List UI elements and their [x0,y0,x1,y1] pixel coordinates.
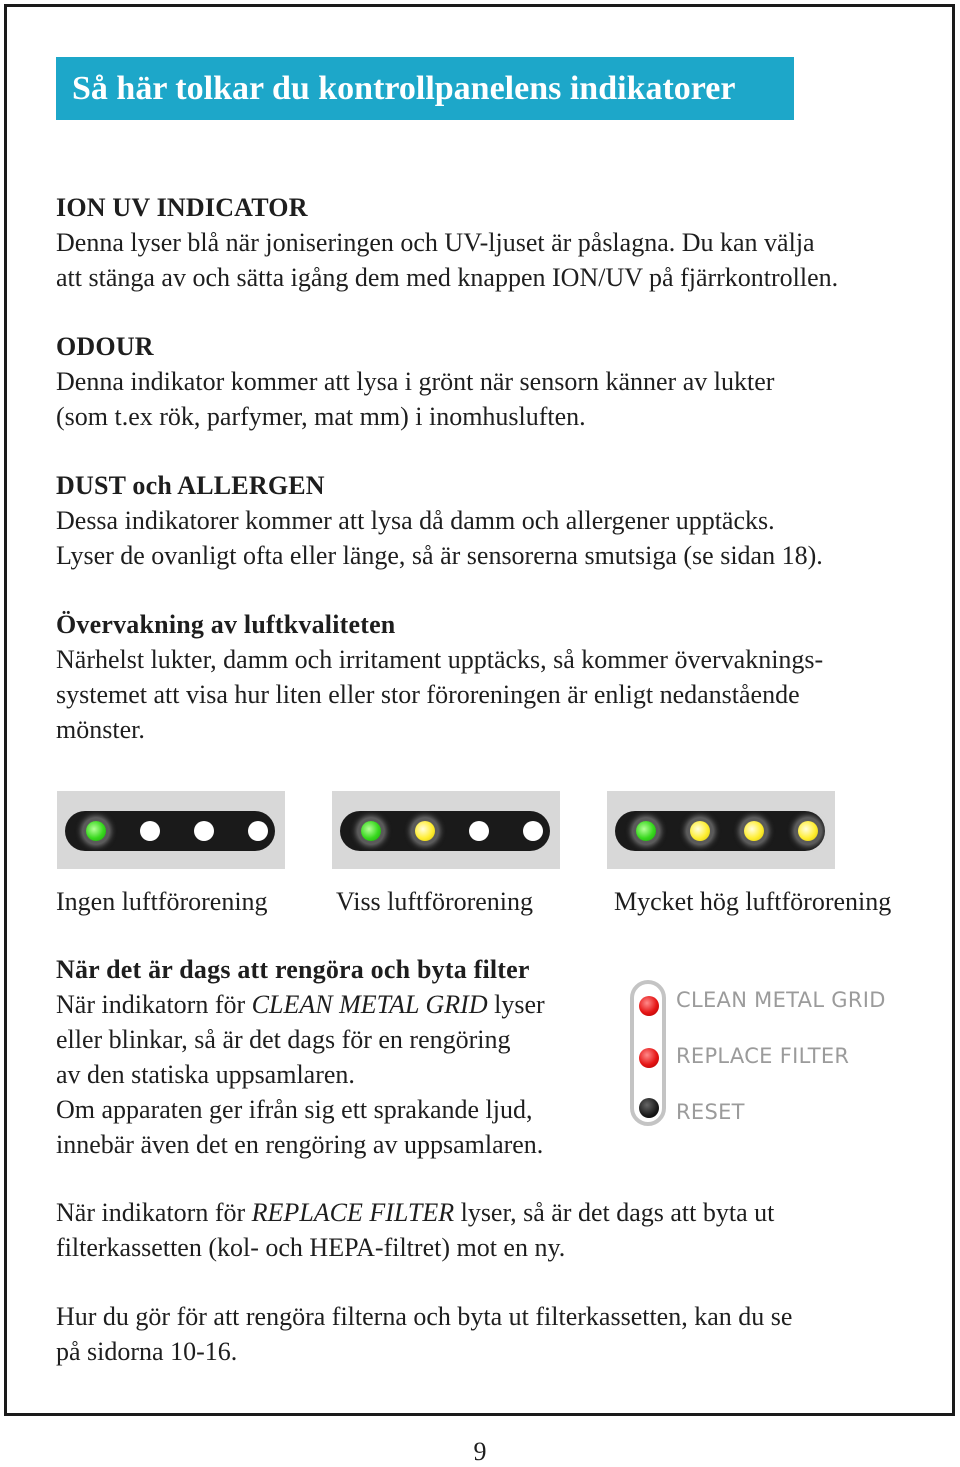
text-segment: lyser [487,990,545,1019]
pollution-led [194,821,214,841]
body-line: Dessa indikatorer kommer att lysa då damm och allergener upptäcks. [56,506,775,535]
emphasis-clean-metal-grid: CLEAN METAL GRID [251,990,488,1019]
panel-label-reset: RESET [676,1100,745,1124]
body-line: Denna indikator kommer att lysa i grönt när sensorn känner av lukter [56,367,775,396]
section-monitoring [56,607,916,747]
section-heading: Övervakning av luftkvaliteten [56,610,396,639]
filter-indicator-panel [630,980,666,1126]
indicator-bar [340,811,550,851]
pollution-led [248,821,268,841]
emphasis-replace-filter: REPLACE FILTER [251,1198,455,1227]
body-line: Hur du gör för att rengöra filterna och byta ut filterkassetten, kan du se [56,1302,793,1331]
section-heading: ION UV INDICATOR [56,193,308,222]
text-segment: När indikatorn för [56,1198,252,1227]
body-line: filterkassetten (kol- och HEPA-filtret) mot en ny. [56,1233,566,1262]
indicator-strip-none [57,791,285,869]
section-cleaning [56,952,616,1162]
caption-some: Viss luftförorening [336,887,534,916]
section-odour [56,329,916,434]
pollution-led [798,821,818,841]
body-line: mönster. [56,715,145,744]
section-heading: ODOUR [56,332,154,361]
section-dust [56,468,916,573]
body-line: Denna lyser blå när joniseringen och UV-ljuset är påslagna. Du kan välja [56,228,815,257]
odour-led [86,821,106,841]
section-replace [56,1195,916,1265]
text-segment: lyser, så är det dags att byta ut [454,1198,775,1227]
body-line: Närhelst lukter, damm och irritament upptäcks, så kommer övervaknings- [56,645,824,674]
reset-button-led [639,1098,659,1118]
pollution-led [469,821,489,841]
text-segment: När indikatorn för [56,990,252,1019]
body-line: av den statiska uppsamlaren. [56,1060,355,1089]
panel-label-replace-filter: REPLACE FILTER [676,1044,850,1068]
body-line: eller blinkar, så är det dags för en rengöring [56,1025,511,1054]
section-heading: När det är dags att rengöra och byta filter [56,955,530,984]
page-number: 9 [473,1437,487,1466]
body-line: innebär även det en rengöring av uppsamlaren. [56,1130,544,1159]
odour-led [361,821,381,841]
pollution-led [744,821,764,841]
body-line [56,1195,916,1230]
pollution-led [140,821,160,841]
body-line: (som t.ex rök, parfymer, mat mm) i inomhusluften. [56,402,586,431]
clean-metal-grid-led [639,996,659,1016]
body-line: på sidorna 10-16. [56,1337,238,1366]
section-ion-uv [56,190,916,295]
body-line: att stänga av och sätta igång dem med knappen ION/UV på fjärrkontrollen. [56,263,839,292]
pollution-led [415,821,435,841]
body-line: systemet att visa hur liten eller stor föroreningen är enligt nedanstående [56,680,800,709]
section-heading: DUST och ALLERGEN [56,471,325,500]
indicator-bar [615,811,825,851]
indicator-strip-some [332,791,560,869]
body-line [56,987,616,1022]
body-line: Lyser de ovanligt ofta eller länge, så är sensorerna smutsiga (se sidan 18). [56,541,823,570]
body-line: Om apparaten ger ifrån sig ett sprakande ljud, [56,1095,533,1124]
caption-none: Ingen luftförorening [56,887,268,916]
caption-high: Mycket hög luftförorening [614,887,892,916]
indicator-strip-high [607,791,835,869]
odour-led [636,821,656,841]
page-title: Så här tolkar du kontrollpanelens indikatorer [56,57,794,120]
indicator-bar [65,811,275,851]
panel-label-clean-metal-grid: CLEAN METAL GRID [676,988,886,1012]
section-howto [56,1299,916,1369]
replace-filter-led [639,1048,659,1068]
pollution-led [523,821,543,841]
pollution-led [690,821,710,841]
